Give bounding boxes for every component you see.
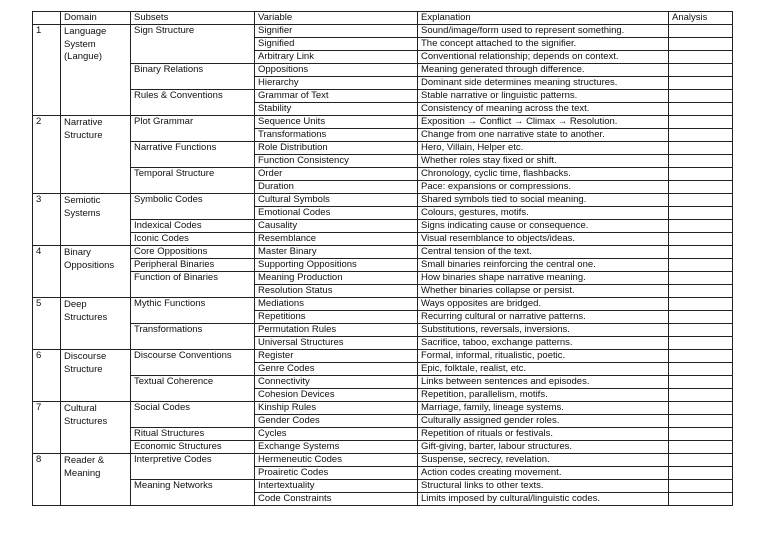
analysis-cell [669, 25, 733, 38]
variable-cell: Role Distribution [255, 142, 418, 155]
explanation-cell: Ways opposites are bridged. [418, 298, 669, 311]
subset-name: Iconic Codes [131, 233, 255, 246]
header-analysis: Analysis [669, 12, 733, 25]
explanation-cell: Structural links to other texts. [418, 480, 669, 493]
variable-cell: Cohesion Devices [255, 389, 418, 402]
variable-cell: Signifier [255, 25, 418, 38]
analysis-cell [669, 129, 733, 142]
variable-cell: Signified [255, 38, 418, 51]
table-row [33, 90, 733, 103]
domain-name: Reader & Meaning [61, 454, 131, 506]
analysis-cell [669, 337, 733, 350]
variable-cell: Cultural Symbols [255, 194, 418, 207]
variable-cell: Meaning Production [255, 272, 418, 285]
domain-name: Language System (Langue) [61, 25, 131, 116]
variable-cell: Permutation Rules [255, 324, 418, 337]
domain-number: 4 [33, 246, 61, 298]
analysis-cell [669, 259, 733, 272]
table-row [33, 402, 733, 415]
explanation-cell: Dominant side determines meaning structures. [418, 77, 669, 90]
domain-number: 1 [33, 25, 61, 116]
variable-cell: Cycles [255, 428, 418, 441]
analysis-cell [669, 272, 733, 285]
table-row [33, 142, 733, 155]
variable-cell: Hermeneutic Codes [255, 454, 418, 467]
domain-name: Semiotic Systems [61, 194, 131, 246]
explanation-cell: Gift-giving, barter, labour structures. [418, 441, 669, 454]
variable-cell: Gender Codes [255, 415, 418, 428]
table-row [33, 25, 733, 38]
explanation-cell: Culturally assigned gender roles. [418, 415, 669, 428]
explanation-cell: Consistency of meaning across the text. [418, 103, 669, 116]
domain-name: Deep Structures [61, 298, 131, 350]
analysis-cell [669, 233, 733, 246]
subset-name: Social Codes [131, 402, 255, 428]
analysis-cell [669, 285, 733, 298]
analysis-cell [669, 38, 733, 51]
variable-cell: Resolution Status [255, 285, 418, 298]
analysis-cell [669, 103, 733, 116]
table-row [33, 350, 733, 363]
explanation-cell: Whether roles stay fixed or shift. [418, 155, 669, 168]
variable-cell: Duration [255, 181, 418, 194]
explanation-cell: Central tension of the text. [418, 246, 669, 259]
explanation-cell: Links between sentences and episodes. [418, 376, 669, 389]
explanation-cell: Exposition → Conflict → Climax → Resolution. [418, 116, 669, 129]
subset-name: Mythic Functions [131, 298, 255, 324]
analysis-cell [669, 90, 733, 103]
explanation-cell: Meaning generated through difference. [418, 64, 669, 77]
table-row [33, 116, 733, 129]
subset-name: Narrative Functions [131, 142, 255, 168]
domain-name: Cultural Structures [61, 402, 131, 454]
analysis-cell [669, 363, 733, 376]
explanation-cell: Action codes creating movement. [418, 467, 669, 480]
analysis-cell [669, 220, 733, 233]
explanation-cell: Small binaries reinforcing the central one. [418, 259, 669, 272]
analysis-cell [669, 389, 733, 402]
explanation-cell: Stable narrative or linguistic patterns. [418, 90, 669, 103]
analysis-cell [669, 246, 733, 259]
explanation-cell: Epic, folktale, realist, etc. [418, 363, 669, 376]
subset-name: Indexical Codes [131, 220, 255, 233]
explanation-cell: Change from one narrative state to another. [418, 129, 669, 142]
header-subsets: Subsets [131, 12, 255, 25]
analysis-cell [669, 324, 733, 337]
explanation-cell: Marriage, family, lineage systems. [418, 402, 669, 415]
subset-name: Symbolic Codes [131, 194, 255, 220]
header-number [33, 12, 61, 25]
explanation-cell: Visual resemblance to objects/ideas. [418, 233, 669, 246]
variable-cell: Function Consistency [255, 155, 418, 168]
subset-name: Core Oppositions [131, 246, 255, 259]
explanation-cell: The concept attached to the signifier. [418, 38, 669, 51]
table-row [33, 64, 733, 77]
analysis-cell [669, 194, 733, 207]
variable-cell: Causality [255, 220, 418, 233]
analysis-cell [669, 142, 733, 155]
variable-cell: Mediations [255, 298, 418, 311]
explanation-cell: Repetition of rituals or festivals. [418, 428, 669, 441]
subset-name: Discourse Conventions [131, 350, 255, 376]
variable-cell: Order [255, 168, 418, 181]
explanation-cell: Suspense, secrecy, revelation. [418, 454, 669, 467]
table-row [33, 441, 733, 454]
subset-name: Sign Structure [131, 25, 255, 64]
subset-name: Ritual Structures [131, 428, 255, 441]
explanation-cell: Formal, informal, ritualistic, poetic. [418, 350, 669, 363]
analysis-cell [669, 480, 733, 493]
variable-cell: Universal Structures [255, 337, 418, 350]
explanation-cell: Substitutions, reversals, inversions. [418, 324, 669, 337]
header-variable: Variable [255, 12, 418, 25]
table-row [33, 454, 733, 467]
subset-name: Binary Relations [131, 64, 255, 90]
analysis-cell [669, 415, 733, 428]
variable-cell: Code Constraints [255, 493, 418, 506]
structural-analysis-table [32, 11, 733, 506]
variable-cell: Sequence Units [255, 116, 418, 129]
variable-cell: Supporting Oppositions [255, 259, 418, 272]
domain-number: 3 [33, 194, 61, 246]
analysis-cell [669, 311, 733, 324]
explanation-cell: Pace: expansions or compressions. [418, 181, 669, 194]
analysis-cell [669, 441, 733, 454]
subset-name: Economic Structures [131, 441, 255, 454]
variable-cell: Grammar of Text [255, 90, 418, 103]
subset-name: Peripheral Binaries [131, 259, 255, 272]
subset-name: Interpretive Codes [131, 454, 255, 480]
analysis-cell [669, 298, 733, 311]
variable-cell: Kinship Rules [255, 402, 418, 415]
variable-cell: Oppositions [255, 64, 418, 77]
table-row [33, 480, 733, 493]
table-row [33, 220, 733, 233]
analysis-cell [669, 116, 733, 129]
variable-cell: Register [255, 350, 418, 363]
table-row [33, 168, 733, 181]
table-row [33, 324, 733, 337]
variable-cell: Genre Codes [255, 363, 418, 376]
explanation-cell: Shared symbols tied to social meaning. [418, 194, 669, 207]
subset-name: Plot Grammar [131, 116, 255, 142]
analysis-cell [669, 207, 733, 220]
variable-cell: Master Binary [255, 246, 418, 259]
explanation-cell: Recurring cultural or narrative patterns. [418, 311, 669, 324]
analysis-cell [669, 181, 733, 194]
explanation-cell: Limits imposed by cultural/linguistic codes. [418, 493, 669, 506]
domain-number: 7 [33, 402, 61, 454]
table-row [33, 376, 733, 389]
domain-number: 8 [33, 454, 61, 506]
variable-cell: Emotional Codes [255, 207, 418, 220]
subset-name: Temporal Structure [131, 168, 255, 194]
analysis-cell [669, 77, 733, 90]
subset-name: Transformations [131, 324, 255, 350]
analysis-cell [669, 155, 733, 168]
domain-number: 2 [33, 116, 61, 194]
subset-name: Rules & Conventions [131, 90, 255, 116]
variable-cell: Transformations [255, 129, 418, 142]
analysis-cell [669, 402, 733, 415]
table-row [33, 272, 733, 285]
header-domain: Domain [61, 12, 131, 25]
explanation-cell: Colours, gestures, motifs. [418, 207, 669, 220]
table-row [33, 259, 733, 272]
variable-cell: Stability [255, 103, 418, 116]
explanation-cell: Sound/image/form used to represent something. [418, 25, 669, 38]
explanation-cell: Conventional relationship; depends on context. [418, 51, 669, 64]
variable-cell: Proairetic Codes [255, 467, 418, 480]
variable-cell: Intertextuality [255, 480, 418, 493]
variable-cell: Hierarchy [255, 77, 418, 90]
variable-cell: Connectivity [255, 376, 418, 389]
header-row [33, 12, 733, 25]
explanation-cell: Signs indicating cause or consequence. [418, 220, 669, 233]
variable-cell: Resemblance [255, 233, 418, 246]
explanation-cell: Repetition, parallelism, motifs. [418, 389, 669, 402]
analysis-cell [669, 168, 733, 181]
analysis-cell [669, 376, 733, 389]
explanation-cell: Hero, Villain, Helper etc. [418, 142, 669, 155]
explanation-cell: How binaries shape narrative meaning. [418, 272, 669, 285]
domain-name: Narrative Structure [61, 116, 131, 194]
domain-name: Binary Oppositions [61, 246, 131, 298]
analysis-cell [669, 64, 733, 77]
analysis-cell [669, 51, 733, 64]
table-row [33, 233, 733, 246]
table-row [33, 428, 733, 441]
variable-cell: Exchange Systems [255, 441, 418, 454]
analysis-cell [669, 428, 733, 441]
analysis-cell [669, 467, 733, 480]
explanation-cell: Whether binaries collapse or persist. [418, 285, 669, 298]
analysis-cell [669, 493, 733, 506]
analysis-cell [669, 454, 733, 467]
explanation-cell: Chronology, cyclic time, flashbacks. [418, 168, 669, 181]
table-body [33, 12, 733, 506]
subset-name: Function of Binaries [131, 272, 255, 298]
table-row [33, 246, 733, 259]
subset-name: Meaning Networks [131, 480, 255, 506]
domain-number: 5 [33, 298, 61, 350]
table-row [33, 298, 733, 311]
variable-cell: Arbitrary Link [255, 51, 418, 64]
variable-cell: Repetitions [255, 311, 418, 324]
table-row [33, 194, 733, 207]
explanation-cell: Sacrifice, taboo, exchange patterns. [418, 337, 669, 350]
subset-name: Textual Coherence [131, 376, 255, 402]
domain-name: Discourse Structure [61, 350, 131, 402]
analysis-cell [669, 350, 733, 363]
header-explanation: Explanation [418, 12, 669, 25]
domain-number: 6 [33, 350, 61, 402]
